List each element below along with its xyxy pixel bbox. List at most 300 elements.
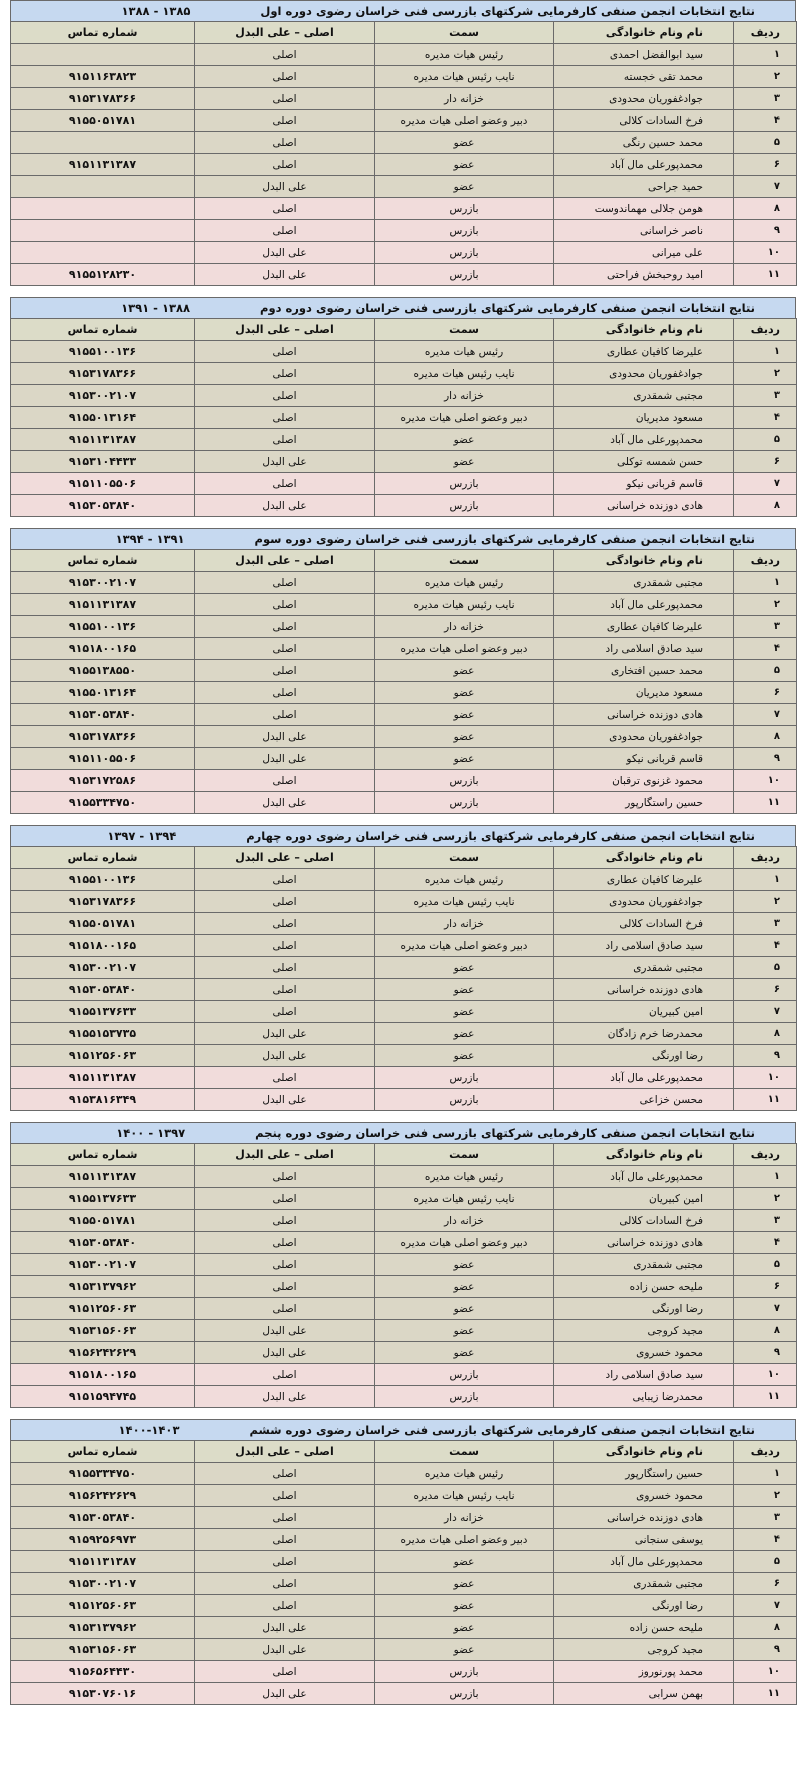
row-number: ۱۱	[734, 1386, 797, 1408]
row-number: ۳	[734, 913, 797, 935]
member-phone: ۹۱۵۳۱۷۸۳۶۶	[11, 726, 195, 748]
member-position: عضو	[375, 1617, 554, 1639]
table-row	[11, 66, 797, 88]
row-number: ۹	[734, 748, 797, 770]
member-name: حسن شمسه توکلی	[554, 451, 734, 473]
member-type: اصلی	[195, 1232, 375, 1254]
member-position: رئیس هیات مدیره	[375, 1166, 554, 1188]
member-position: عضو	[375, 154, 554, 176]
member-type: علی البدل	[195, 495, 375, 517]
member-position: دبیر وعضو اصلی هیات مدیره	[375, 935, 554, 957]
member-name: امید روحبخش فراحتی	[554, 264, 734, 286]
results-table	[10, 846, 797, 1111]
row-number: ۴	[734, 1232, 797, 1254]
member-position: دبیر وعضو اصلی هیات مدیره	[375, 110, 554, 132]
member-position: عضو	[375, 957, 554, 979]
period-years: ۱۳۸۵ - ۱۳۸۸	[121, 4, 191, 18]
member-name: جوادغفوریان محدودی	[554, 726, 734, 748]
row-number: ۹	[734, 1342, 797, 1364]
member-name: سید صادق اسلامی راد	[554, 638, 734, 660]
row-number: ۱۱	[734, 1089, 797, 1111]
row-number: ۸	[734, 495, 797, 517]
member-name: علیرضا کافیان عطاری	[554, 616, 734, 638]
header-member-type: اصلی – علی البدل	[195, 1144, 375, 1166]
period-years: ۱۳۹۴ - ۱۳۹۷	[107, 829, 177, 843]
member-type: اصلی	[195, 869, 375, 891]
member-position: عضو	[375, 1639, 554, 1661]
member-phone: ۹۱۵۱۱۳۱۳۸۷	[11, 154, 195, 176]
table-row	[11, 1254, 797, 1276]
member-position: عضو	[375, 748, 554, 770]
member-name: ناصر خراسانی	[554, 220, 734, 242]
table-row	[11, 429, 797, 451]
member-position: عضو	[375, 429, 554, 451]
table-row	[11, 1507, 797, 1529]
row-number: ۶	[734, 451, 797, 473]
member-name: محمدپورعلی مال آباد	[554, 1166, 734, 1188]
member-name: حمید جراحی	[554, 176, 734, 198]
member-position: خزانه دار	[375, 1507, 554, 1529]
row-number: ۷	[734, 1298, 797, 1320]
member-type: اصلی	[195, 957, 375, 979]
table-row	[11, 110, 797, 132]
table-row	[11, 616, 797, 638]
member-position: بازرس	[375, 264, 554, 286]
member-name: محمود خسروی	[554, 1485, 734, 1507]
member-name: ملیحه حسن زاده	[554, 1276, 734, 1298]
member-name: محمدپورعلی مال آباد	[554, 154, 734, 176]
member-name: امین کبیریان	[554, 1188, 734, 1210]
member-name: رضا اورنگی	[554, 1045, 734, 1067]
header-full-name: نام ونام خانوادگی	[554, 847, 734, 869]
member-position: عضو	[375, 682, 554, 704]
header-row-number: ردیف	[734, 1441, 797, 1463]
row-number: ۱	[734, 869, 797, 891]
member-type: علی البدل	[195, 264, 375, 286]
member-phone: ۹۱۵۵۱۲۸۲۳۰	[11, 264, 195, 286]
member-type: اصلی	[195, 704, 375, 726]
member-position: عضو	[375, 1254, 554, 1276]
member-name: محمود غزنوی ترقبان	[554, 770, 734, 792]
member-name: سید ابوالفضل احمدی	[554, 44, 734, 66]
member-phone: ۹۱۵۵۳۳۴۷۵۰	[11, 1463, 195, 1485]
row-number: ۷	[734, 473, 797, 495]
member-type: اصلی	[195, 44, 375, 66]
member-position: رئیس هیات مدیره	[375, 44, 554, 66]
period-years: ۱۳۹۱ - ۱۳۹۴	[115, 532, 185, 546]
member-position: بازرس	[375, 495, 554, 517]
member-phone	[11, 220, 195, 242]
election-period-section	[10, 1419, 796, 1705]
table-row	[11, 704, 797, 726]
member-name: هادی دوزنده خراسانی	[554, 979, 734, 1001]
table-row	[11, 1364, 797, 1386]
header-member-type: اصلی – علی البدل	[195, 319, 375, 341]
member-position: نایب رئیس هیات مدیره	[375, 1485, 554, 1507]
table-row	[11, 979, 797, 1001]
results-table	[10, 21, 797, 286]
member-position: بازرس	[375, 473, 554, 495]
header-position: سمت	[375, 319, 554, 341]
member-type: اصلی	[195, 154, 375, 176]
member-phone: ۹۱۵۵۱۰۰۱۳۶	[11, 341, 195, 363]
member-position: دبیر وعضو اصلی هیات مدیره	[375, 638, 554, 660]
member-position: خزانه دار	[375, 1210, 554, 1232]
table-header-row	[11, 1144, 797, 1166]
header-member-type: اصلی – علی البدل	[195, 22, 375, 44]
row-number: ۷	[734, 1595, 797, 1617]
row-number: ۸	[734, 726, 797, 748]
member-position: خزانه دار	[375, 913, 554, 935]
member-phone	[11, 132, 195, 154]
header-phone: شماره تماس	[11, 1441, 195, 1463]
member-phone: ۹۱۵۳۰۰۲۱۰۷	[11, 572, 195, 594]
member-phone: ۹۱۵۳۰۵۳۸۴۰	[11, 1232, 195, 1254]
member-type: علی البدل	[195, 1639, 375, 1661]
header-phone: شماره تماس	[11, 319, 195, 341]
header-phone: شماره تماس	[11, 847, 195, 869]
period-title: نتایج انتخابات انجمن صنفی کارفرمایی شرکتهای بازرسی فنی خراسان رضوی دوره دوم	[260, 301, 755, 315]
member-type: اصلی	[195, 1001, 375, 1023]
member-name: رضا اورنگی	[554, 1298, 734, 1320]
member-name: حسین راستگارپور	[554, 792, 734, 814]
row-number: ۳	[734, 1210, 797, 1232]
header-full-name: نام ونام خانوادگی	[554, 319, 734, 341]
member-type: اصلی	[195, 1166, 375, 1188]
table-row	[11, 1595, 797, 1617]
member-phone: ۹۱۵۳۸۱۶۳۴۹	[11, 1089, 195, 1111]
member-position: عضو	[375, 1342, 554, 1364]
member-phone: ۹۱۵۱۲۵۶۰۶۳	[11, 1045, 195, 1067]
row-number: ۴	[734, 638, 797, 660]
table-row	[11, 473, 797, 495]
row-number: ۵	[734, 1551, 797, 1573]
header-row-number: ردیف	[734, 22, 797, 44]
member-phone: ۹۱۵۱۱۰۵۵۰۶	[11, 748, 195, 770]
member-phone: ۹۱۵۵۱۳۷۶۳۳	[11, 1001, 195, 1023]
member-phone: ۹۱۵۵۰۱۳۱۶۴	[11, 682, 195, 704]
member-position: عضو	[375, 176, 554, 198]
table-header-row	[11, 847, 797, 869]
member-position: بازرس	[375, 1089, 554, 1111]
member-type: اصلی	[195, 1529, 375, 1551]
table-row	[11, 1342, 797, 1364]
member-type: علی البدل	[195, 1023, 375, 1045]
member-position: دبیر وعضو اصلی هیات مدیره	[375, 1529, 554, 1551]
header-position: سمت	[375, 22, 554, 44]
member-name: بهمن سرابی	[554, 1683, 734, 1705]
member-position: بازرس	[375, 1364, 554, 1386]
row-number: ۵	[734, 429, 797, 451]
member-phone: ۹۱۵۳۰۰۲۱۰۷	[11, 385, 195, 407]
member-name: سید صادق اسلامی راد	[554, 1364, 734, 1386]
member-phone: ۹۱۵۳۰۰۲۱۰۷	[11, 1254, 195, 1276]
table-row	[11, 726, 797, 748]
member-type: علی البدل	[195, 1045, 375, 1067]
member-position: بازرس	[375, 792, 554, 814]
header-phone: شماره تماس	[11, 1144, 195, 1166]
row-number: ۴	[734, 935, 797, 957]
member-position: نایب رئیس هیات مدیره	[375, 594, 554, 616]
period-years: ۱۳۸۸ - ۱۳۹۱	[121, 301, 191, 315]
table-row	[11, 88, 797, 110]
member-position: عضو	[375, 704, 554, 726]
member-name: مجتبی شمقدری	[554, 1573, 734, 1595]
member-phone: ۹۱۵۵۰۱۳۱۶۴	[11, 407, 195, 429]
member-name: جوادغفوریان محدودی	[554, 88, 734, 110]
table-row	[11, 1276, 797, 1298]
table-row	[11, 242, 797, 264]
member-type: علی البدل	[195, 1683, 375, 1705]
member-type: اصلی	[195, 1364, 375, 1386]
member-name: ملیحه حسن زاده	[554, 1617, 734, 1639]
row-number: ۸	[734, 1617, 797, 1639]
member-name: مجید کروجی	[554, 1320, 734, 1342]
member-type: علی البدل	[195, 1320, 375, 1342]
member-phone: ۹۱۵۳۰۵۳۸۴۰	[11, 979, 195, 1001]
member-type: اصلی	[195, 363, 375, 385]
table-row	[11, 264, 797, 286]
period-title-bar	[10, 297, 796, 318]
member-phone: ۹۱۵۱۸۰۰۱۶۵	[11, 1364, 195, 1386]
row-number: ۶	[734, 1276, 797, 1298]
period-title-bar	[10, 1122, 796, 1143]
member-position: بازرس	[375, 242, 554, 264]
table-row	[11, 495, 797, 517]
period-years: ۱۳۹۷ - ۱۴۰۰	[116, 1126, 186, 1140]
member-phone: ۹۱۵۳۱۵۶۰۶۳	[11, 1639, 195, 1661]
member-position: عضو	[375, 979, 554, 1001]
table-row	[11, 913, 797, 935]
member-phone: ۹۱۵۵۰۵۱۷۸۱	[11, 1210, 195, 1232]
member-phone: ۹۱۵۱۱۶۳۸۲۳	[11, 66, 195, 88]
table-row	[11, 682, 797, 704]
member-type: اصلی	[195, 891, 375, 913]
period-title: نتایج انتخابات انجمن صنفی کارفرمایی شرکتهای بازرسی فنی خراسان رضوی دوره اول	[260, 4, 755, 18]
member-type: اصلی	[195, 1276, 375, 1298]
row-number: ۳	[734, 385, 797, 407]
table-row	[11, 957, 797, 979]
member-type: علی البدل	[195, 1386, 375, 1408]
member-phone: ۹۱۵۱۱۳۱۳۸۷	[11, 1067, 195, 1089]
member-phone: ۹۱۵۳۰۷۶۰۱۶	[11, 1683, 195, 1705]
member-phone: ۹۱۵۳۱۳۷۹۶۲	[11, 1617, 195, 1639]
member-phone: ۹۱۵۵۱۳۸۵۵۰	[11, 660, 195, 682]
member-phone: ۹۱۵۶۵۶۴۴۳۰	[11, 1661, 195, 1683]
row-number: ۱۰	[734, 1364, 797, 1386]
table-row	[11, 1023, 797, 1045]
table-row	[11, 1001, 797, 1023]
member-type: علی البدل	[195, 726, 375, 748]
table-header-row	[11, 319, 797, 341]
row-number: ۶	[734, 1573, 797, 1595]
member-phone: ۹۱۵۱۱۳۱۳۸۷	[11, 1551, 195, 1573]
row-number: ۱۰	[734, 1661, 797, 1683]
table-row	[11, 1166, 797, 1188]
election-period-section	[10, 0, 796, 286]
period-title: نتایج انتخابات انجمن صنفی کارفرمایی شرکتهای بازرسی فنی خراسان رضوی دوره چهارم	[246, 829, 755, 843]
member-position: بازرس	[375, 220, 554, 242]
row-number: ۹	[734, 1639, 797, 1661]
member-phone: ۹۱۵۳۰۵۳۸۴۰	[11, 704, 195, 726]
member-phone	[11, 176, 195, 198]
member-name: محمود خسروی	[554, 1342, 734, 1364]
member-type: اصلی	[195, 1661, 375, 1683]
row-number: ۱۱	[734, 1683, 797, 1705]
results-table	[10, 318, 797, 517]
member-name: جوادغفوریان محدودی	[554, 363, 734, 385]
table-row	[11, 154, 797, 176]
member-position: عضو	[375, 451, 554, 473]
row-number: ۱۱	[734, 792, 797, 814]
member-phone: ۹۱۵۳۱۰۴۴۳۳	[11, 451, 195, 473]
member-type: اصلی	[195, 1485, 375, 1507]
header-row-number: ردیف	[734, 319, 797, 341]
member-type: اصلی	[195, 473, 375, 495]
member-position: عضو	[375, 1551, 554, 1573]
table-row	[11, 1320, 797, 1342]
member-name: مسعود مدیریان	[554, 682, 734, 704]
election-period-section	[10, 297, 796, 517]
member-type: اصلی	[195, 66, 375, 88]
member-position: رئیس هیات مدیره	[375, 341, 554, 363]
member-position: رئیس هیات مدیره	[375, 869, 554, 891]
member-phone: ۹۱۵۱۱۰۵۵۰۶	[11, 473, 195, 495]
member-position: بازرس	[375, 1067, 554, 1089]
table-row	[11, 770, 797, 792]
member-phone: ۹۱۵۵۱۰۰۱۳۶	[11, 616, 195, 638]
row-number: ۶	[734, 682, 797, 704]
member-position: نایب رئیس هیات مدیره	[375, 66, 554, 88]
row-number: ۱	[734, 1463, 797, 1485]
member-type: اصلی	[195, 407, 375, 429]
row-number: ۹	[734, 220, 797, 242]
member-phone: ۹۱۵۵۱۳۷۶۳۳	[11, 1188, 195, 1210]
header-row-number: ردیف	[734, 847, 797, 869]
member-name: قاسم قربانی نیکو	[554, 473, 734, 495]
member-position: رئیس هیات مدیره	[375, 1463, 554, 1485]
row-number: ۵	[734, 132, 797, 154]
table-row	[11, 44, 797, 66]
member-name: سید صادق اسلامی راد	[554, 935, 734, 957]
row-number: ۱	[734, 341, 797, 363]
member-position: عضو	[375, 1573, 554, 1595]
row-number: ۳	[734, 88, 797, 110]
period-title: نتایج انتخابات انجمن صنفی کارفرمایی شرکتهای بازرسی فنی خراسان رضوی دوره سوم	[254, 532, 755, 546]
table-row	[11, 176, 797, 198]
header-row-number: ردیف	[734, 550, 797, 572]
member-name: محمدپورعلی مال آباد	[554, 594, 734, 616]
table-row	[11, 341, 797, 363]
member-name: علیرضا کافیان عطاری	[554, 341, 734, 363]
row-number: ۸	[734, 1320, 797, 1342]
header-phone: شماره تماس	[11, 550, 195, 572]
header-member-type: اصلی – علی البدل	[195, 550, 375, 572]
member-name: مجتبی شمقدری	[554, 957, 734, 979]
table-row	[11, 1067, 797, 1089]
member-phone: ۹۱۵۳۱۷۸۳۶۶	[11, 891, 195, 913]
member-phone: ۹۱۵۳۱۷۸۳۶۶	[11, 88, 195, 110]
member-name: محمد تقی خجسته	[554, 66, 734, 88]
member-position: بازرس	[375, 1386, 554, 1408]
header-full-name: نام ونام خانوادگی	[554, 22, 734, 44]
table-row	[11, 748, 797, 770]
table-row	[11, 1639, 797, 1661]
member-type: اصلی	[195, 638, 375, 660]
row-number: ۴	[734, 1529, 797, 1551]
row-number: ۶	[734, 979, 797, 1001]
table-row	[11, 1683, 797, 1705]
table-row	[11, 572, 797, 594]
member-name: فرخ السادات کلالی	[554, 913, 734, 935]
member-type: اصلی	[195, 935, 375, 957]
table-header-row	[11, 22, 797, 44]
member-name: محمدرضا زیبایی	[554, 1386, 734, 1408]
row-number: ۲	[734, 594, 797, 616]
row-number: ۴	[734, 110, 797, 132]
member-phone: ۹۱۵۶۲۴۲۶۲۹	[11, 1342, 195, 1364]
member-phone: ۹۱۵۵۰۵۱۷۸۱	[11, 110, 195, 132]
member-type: اصلی	[195, 429, 375, 451]
member-type: اصلی	[195, 1298, 375, 1320]
member-type: اصلی	[195, 1573, 375, 1595]
member-phone: ۹۱۵۳۰۵۳۸۴۰	[11, 495, 195, 517]
table-row	[11, 594, 797, 616]
row-number: ۷	[734, 176, 797, 198]
row-number: ۳	[734, 616, 797, 638]
member-position: خزانه دار	[375, 88, 554, 110]
member-type: اصلی	[195, 572, 375, 594]
member-name: مسعود مدیریان	[554, 407, 734, 429]
header-member-type: اصلی – علی البدل	[195, 1441, 375, 1463]
row-number: ۷	[734, 1001, 797, 1023]
member-phone: ۹۱۵۵۱۰۰۱۳۶	[11, 869, 195, 891]
member-type: اصلی	[195, 341, 375, 363]
member-type: اصلی	[195, 1551, 375, 1573]
table-row	[11, 363, 797, 385]
member-type: اصلی	[195, 1463, 375, 1485]
table-row	[11, 385, 797, 407]
table-row	[11, 1232, 797, 1254]
member-position: بازرس	[375, 1683, 554, 1705]
member-type: اصلی	[195, 979, 375, 1001]
table-row	[11, 1045, 797, 1067]
row-number: ۸	[734, 1023, 797, 1045]
row-number: ۵	[734, 660, 797, 682]
row-number: ۲	[734, 66, 797, 88]
member-position: عضو	[375, 726, 554, 748]
table-header-row	[11, 1441, 797, 1463]
header-position: سمت	[375, 1144, 554, 1166]
table-row	[11, 1485, 797, 1507]
member-phone	[11, 44, 195, 66]
member-phone: ۹۱۵۳۰۰۲۱۰۷	[11, 1573, 195, 1595]
table-row	[11, 1298, 797, 1320]
member-position: عضو	[375, 1001, 554, 1023]
member-name: مجید کروجی	[554, 1639, 734, 1661]
member-phone: ۹۱۵۵۱۵۳۷۳۵	[11, 1023, 195, 1045]
row-number: ۱	[734, 44, 797, 66]
table-row	[11, 638, 797, 660]
row-number: ۵	[734, 1254, 797, 1276]
member-phone: ۹۱۵۳۱۵۶۰۶۳	[11, 1320, 195, 1342]
member-name: هادی دوزنده خراسانی	[554, 1232, 734, 1254]
member-type: اصلی	[195, 1210, 375, 1232]
table-header-row	[11, 550, 797, 572]
table-row	[11, 1089, 797, 1111]
header-full-name: نام ونام خانوادگی	[554, 550, 734, 572]
member-phone: ۹۱۵۳۰۵۳۸۴۰	[11, 1507, 195, 1529]
